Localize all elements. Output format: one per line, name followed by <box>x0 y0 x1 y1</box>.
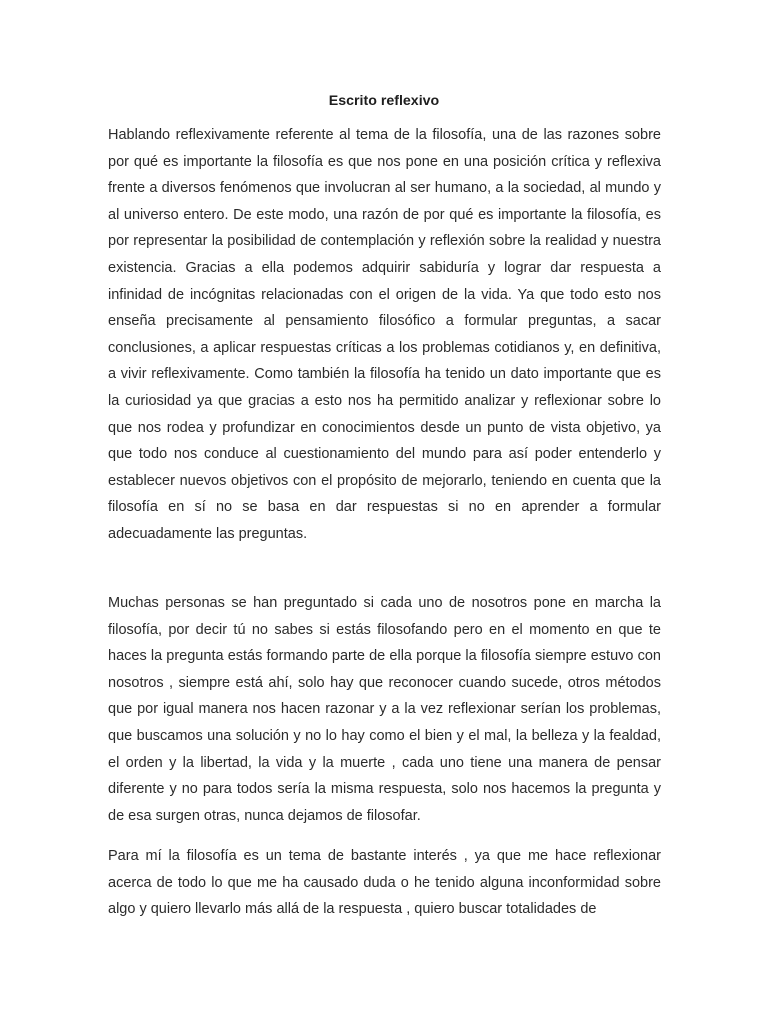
document-title: Escrito reflexivo <box>328 93 440 109</box>
paragraph-3: Para mí la filosofía es un tema de bastante interés , ya que me hace reflexionar acerca de todo lo que me ha causado duda o he tenido alguna inconformidad sobre algo y quiero llevarlo más allá de la respuesta , quiero buscar totalidades de <box>108 848 661 918</box>
paragraph-1: Hablando reflexivamente referente al tema de la filosofía, una de las razones sobre por qué es importante la filosofía es que nos pone en una posición crítica y reflexiva frente a diversos fenómenos que involucran al ser humano, a la sociedad, al mundo y al universo entero. De este modo, una razón de por qué es importante la filosofía, es por representar la posibilidad de contemplación y reflexión sobre la realidad y nuestra existencia. Gracias a ella podemos adquirir sabiduría y lograr dar respuesta a infinidad de incógnitas relacionadas con el origen de la vida. Ya que todo esto nos enseña precisamente al pensamiento filosófico a formular preguntas, a sacar conclusiones, a aplicar respuestas críticas a los problemas cotidianos y, en definitiva, a vivir reflexivamente. Como también la filosofía ha tenido un dato importante que es la curiosidad ya que gracias a esto nos ha permitido analizar y reflexionar sobre lo que nos rodea y profundizar en conocimientos desde un punto de vista objetivo, ya que todo nos conduce al cuestionamiento del mundo para así poder entenderlo y establecer nuevos objetivos con el propósito de mejorarlo, teniendo en cuenta que la filosofía en sí no se basa en dar respuestas si no en aprender a formular adecuadamente las preguntas. <box>108 127 661 542</box>
paragraph-2: Muchas personas se han preguntado si cada uno de nosotros pone en marcha la filosofía, por decir tú no sabes si estás filosofando pero en el momento en que te haces la pregunta estás formando parte de ella porque la filosofía siempre estuvo con nosotros , siempre está ahí, solo hay que reconocer cuando sucede, otros métodos que por igual manera nos hacen razonar y a la vez reflexionar serían los problemas, que buscamos una solución y no lo hay como el bien y el mal, la belleza y la fealdad, el orden y la libertad, la vida y la muerte , cada uno tiene una manera de pensar diferente y no para todos sería la misma respuesta, solo nos hacemos la pregunta y de esa surgen otras, nunca dejamos de filosofar. <box>108 595 661 824</box>
